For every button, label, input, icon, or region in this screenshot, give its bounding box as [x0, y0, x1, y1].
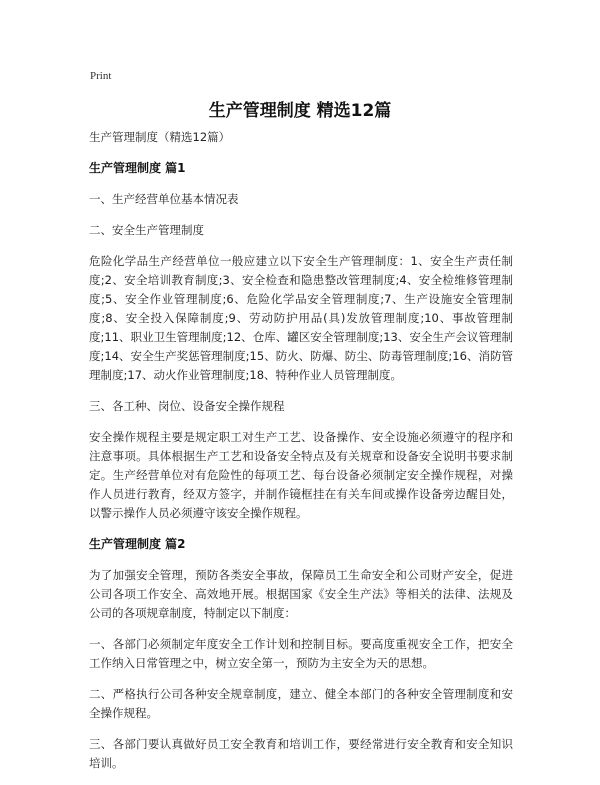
- paragraph: 二、严格执行公司各种安全规章制度，建立、健全本部门的各种安全管理制度和安全操作规程。: [89, 687, 513, 720]
- section-heading: 生产管理制度 篇1: [89, 161, 186, 175]
- paragraph: 为了加强安全管理，预防各类安全事故，保障员工生命安全和公司财产安全，促进公司各项工作安全、高效地开展。根据国家《安全生产法》等相关的法律、法规及公司的各项规章制度，特制定以下制度：: [89, 568, 513, 620]
- document-subtitle: 生产管理制度（精选12篇）: [89, 130, 231, 144]
- section-heading: 生产管理制度 篇2: [89, 537, 186, 551]
- paragraph: 危险化学品生产经营单位一般应建立以下安全生产管理制度：1、安全生产责任制度;2、安全培训教育制度;3、安全检查和隐患整改管理制度;4、安全检维修管理制度;5、安全作业管理制度;6、危险化学品安全管理制度;7、生产设施安全管理制度;8、安全投入保障制度;9、劳动防护用品(具)发放管理制度;10、事故管理制度;11、职业卫生管理制度;12、仓库、罐区安全管理制度;13、安全生产会议管理制度;14、安全生产奖惩管理制度;15、防火、防爆、防尘、防毒管理制度;16、消防管理制度;17、动火作业管理制度;18、特种作业人员管理制度。: [89, 254, 513, 382]
- paragraph: 三、各工种、岗位、设备安全操作规程: [89, 399, 285, 413]
- paragraph: 安全操作规程主要是规定职工对生产工艺、设备操作、安全设施必须遵守的程序和注意事项。具体根据生产工艺和设备安全特点及有关规章和设备安全说明书要求制定。生产经营单位对有危险性的每项工艺、每台设备必须制定安全操作规程，对操作人员进行教育，经双方签字，并制作镜框挂在有关车间或操作设备旁边醒目处，以警示操作人员必须遵守该安全操作规程。: [89, 430, 513, 520]
- paragraph: 三、各部门要认真做好员工安全教育和培训工作，要经常进行安全教育和安全知识培训。: [89, 737, 513, 770]
- paragraph: 二、安全生产管理制度: [89, 223, 204, 237]
- paragraph: 一、各部门必须制定年度安全工作计划和控制目标。要高度重视安全工作，把安全工作纳入日常管理之中，树立安全第一，预防为主安全为天的思想。: [89, 637, 513, 670]
- paragraph: 一、生产经营单位基本情况表: [89, 192, 239, 206]
- print-label: Print: [90, 70, 112, 82]
- document-body: [89, 128, 513, 785]
- page-title: 生产管理制度 精选12篇: [208, 101, 392, 121]
